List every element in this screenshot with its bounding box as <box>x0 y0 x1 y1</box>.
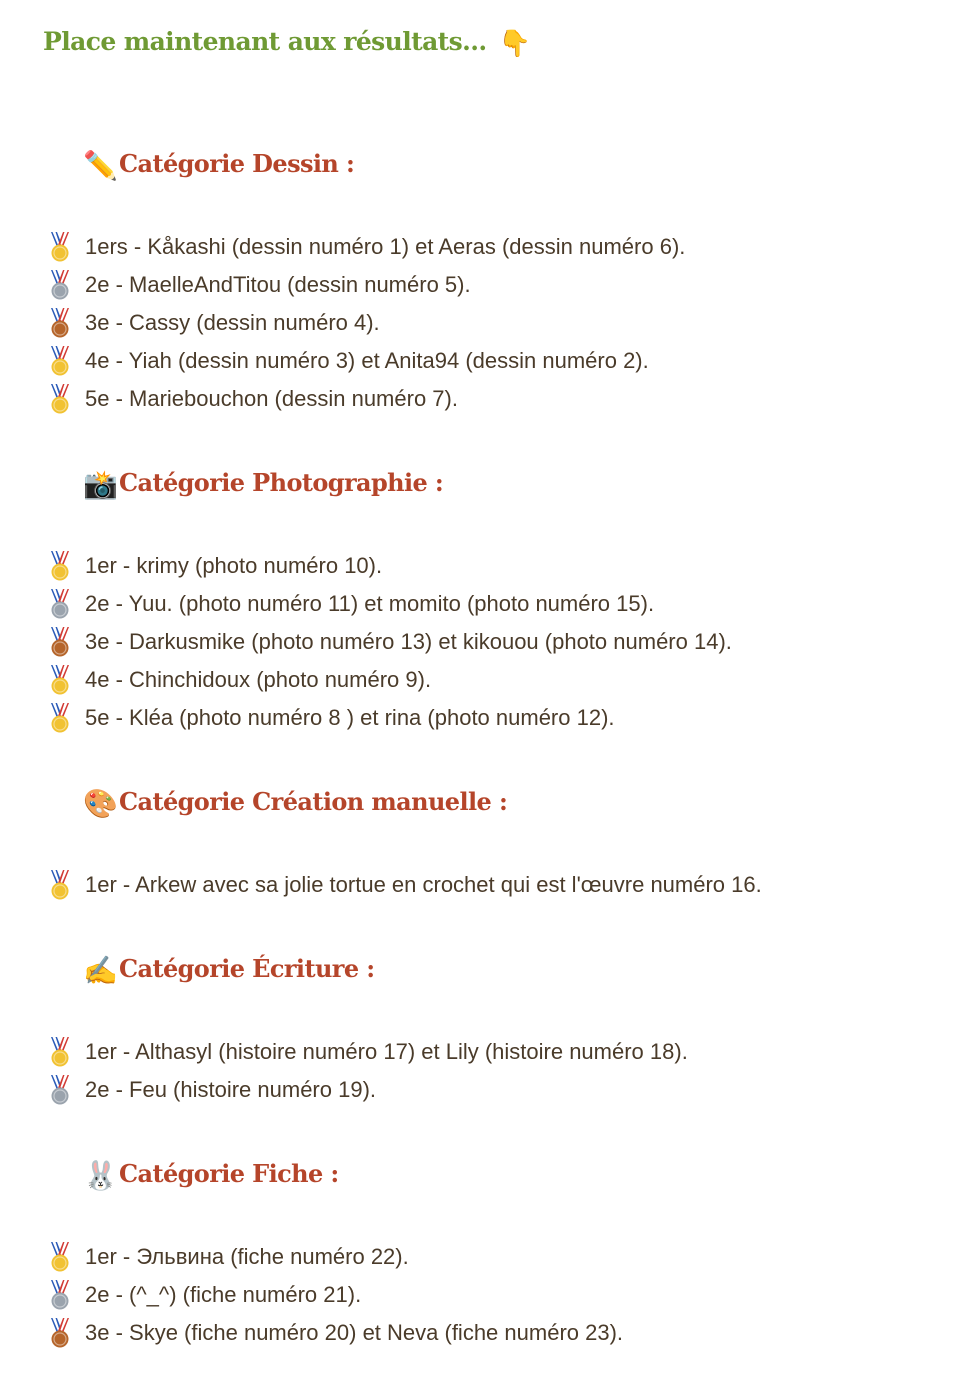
gold-medal-icon <box>47 664 73 696</box>
list-item <box>47 228 685 266</box>
gold-medal-icon <box>47 383 73 415</box>
list-item <box>47 1314 623 1352</box>
list-item <box>47 699 732 737</box>
category-heading-creation-manuelle <box>83 782 507 824</box>
entry-text: 5e - Kléa (photo numéro 8 ) et rina (photo numéro 12). <box>85 705 615 730</box>
gold-medal-icon <box>47 702 73 734</box>
results-list-fiche <box>47 1238 623 1352</box>
results-list-dessin <box>47 228 685 418</box>
entry-text: 1er - Эльвина (fiche numéro 22). <box>85 1244 409 1269</box>
entry-text: 3e - Cassy (dessin numéro 4). <box>85 310 380 335</box>
list-item <box>47 866 762 904</box>
bronze-medal-icon <box>47 1317 73 1349</box>
results-list-creation-manuelle <box>47 866 762 904</box>
list-item <box>47 342 685 380</box>
results-list-ecriture <box>47 1033 688 1109</box>
category-title: Catégorie Création manuelle : <box>119 787 508 816</box>
gold-medal-icon <box>47 1241 73 1273</box>
entry-text: 1er - krimy (photo numéro 10). <box>85 553 383 578</box>
pointing-down-hand-icon: 👇 <box>498 28 531 59</box>
entry-text: 4e - Yiah (dessin numéro 3) et Anita94 (dessin numéro 2). <box>85 348 649 373</box>
entry-text: 1ers - Kåkashi (dessin numéro 1) et Aeras (dessin numéro 6). <box>85 234 686 259</box>
artist-palette-icon: 🎨 <box>83 787 118 820</box>
gold-medal-icon <box>47 231 73 263</box>
entry-text: 3e - Skye (fiche numéro 20) et Neva (fiche numéro 23). <box>85 1320 624 1345</box>
gold-medal-icon <box>47 1036 73 1068</box>
bronze-medal-icon <box>47 307 73 339</box>
list-item <box>47 661 732 699</box>
gold-medal-icon <box>47 869 73 901</box>
entry-text: 1er - Althasyl (histoire numéro 17) et Lily (histoire numéro 18). <box>85 1039 688 1064</box>
camera-flash-icon: 📸 <box>83 468 118 501</box>
silver-medal-icon <box>47 1074 73 1106</box>
entry-text: 2e - Feu (histoire numéro 19). <box>85 1077 377 1102</box>
page-heading-text: Place maintenant aux résultats… <box>43 27 487 56</box>
category-title: Catégorie Dessin : <box>119 149 355 178</box>
list-item <box>47 266 685 304</box>
bronze-medal-icon <box>47 626 73 658</box>
silver-medal-icon <box>47 1279 73 1311</box>
category-heading-photographie <box>83 463 443 505</box>
category-heading-ecriture <box>83 949 375 991</box>
list-item <box>47 304 685 342</box>
entry-text: 4e - Chinchidoux (photo numéro 9). <box>85 667 432 692</box>
entry-text: 2e - (^_^) (fiche numéro 21). <box>85 1282 362 1307</box>
category-heading-dessin <box>83 144 354 186</box>
list-item <box>47 1276 623 1314</box>
category-title: Catégorie Fiche : <box>119 1159 339 1188</box>
entry-text: 1er - Arkew avec sa jolie tortue en crochet qui est l'œuvre numéro 16. <box>85 872 762 897</box>
gold-medal-icon <box>47 345 73 377</box>
entry-text: 5e - Mariebouchon (dessin numéro 7). <box>85 386 458 411</box>
category-heading-fiche <box>83 1154 339 1196</box>
list-item <box>47 547 732 585</box>
entry-text: 2e - MaelleAndTitou (dessin numéro 5). <box>85 272 471 297</box>
entry-text: 3e - Darkusmike (photo numéro 13) et kikouou (photo numéro 14). <box>85 629 732 654</box>
results-list-photographie <box>47 547 732 737</box>
category-title: Catégorie Photographie : <box>119 468 444 497</box>
list-item <box>47 380 685 418</box>
list-item <box>47 1071 688 1109</box>
rabbit-face-icon: 🐰 <box>83 1159 118 1192</box>
list-item <box>47 1033 688 1071</box>
page-heading <box>43 22 530 64</box>
writing-hand-icon: ✍️ <box>83 954 118 987</box>
list-item <box>47 623 732 661</box>
silver-medal-icon <box>47 269 73 301</box>
list-item <box>47 585 732 623</box>
list-item <box>47 1238 623 1276</box>
gold-medal-icon <box>47 550 73 582</box>
category-title: Catégorie Écriture : <box>119 954 375 983</box>
entry-text: 2e - Yuu. (photo numéro 11) et momito (photo numéro 15). <box>85 591 655 616</box>
silver-medal-icon <box>47 588 73 620</box>
pencil-icon: ✏️ <box>83 149 118 182</box>
